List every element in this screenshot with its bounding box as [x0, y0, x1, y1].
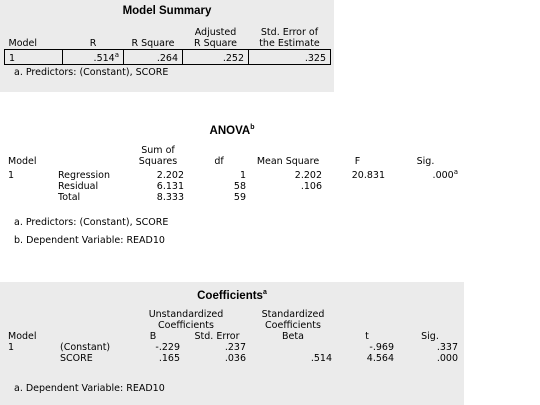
cell-model: 1 — [8, 342, 15, 353]
coefficients-title: Coefficients$^a$ — [197, 289, 267, 302]
header-unstd-coefficients: Coefficients — [158, 320, 214, 331]
header-beta: Beta — [282, 331, 304, 342]
header-model: Model — [8, 331, 37, 342]
table-header-row — [4, 156, 462, 167]
cell-mean-sq: .106 — [300, 181, 322, 193]
header-r: R — [89, 38, 97, 49]
cell-std-error: .325 — [249, 50, 331, 65]
cell-std-error: .237 — [224, 342, 246, 353]
cell-sig: .337 — [436, 342, 458, 353]
header-standardized: Standardized — [261, 309, 325, 320]
footnote-predictors: a. Predictors: (Constant), SCORE — [14, 217, 169, 228]
cell-model: 1 — [5, 50, 63, 65]
cell-r-square: .264 — [124, 50, 183, 65]
anova-table — [4, 145, 462, 203]
header-unstandardized: Unstandardized — [148, 309, 224, 320]
header-t: t — [365, 331, 369, 342]
table-row — [4, 342, 462, 353]
header-sig: Sig. — [421, 331, 439, 342]
table-header-row — [5, 38, 331, 50]
cell-sig: .000$^a$ — [432, 168, 458, 182]
cell-mean-sq: 2.202 — [294, 170, 322, 182]
table-row — [4, 167, 462, 181]
header-squares: Squares — [138, 156, 178, 167]
header-adjusted: Adjusted — [194, 27, 237, 38]
cell-sig: .000 — [436, 353, 458, 364]
header-model: Model — [8, 38, 38, 49]
cell-df: 1 — [239, 170, 246, 182]
model-summary-table — [4, 25, 331, 65]
cell-t: 4.564 — [366, 353, 394, 364]
header-mean-square: Mean Square — [256, 156, 320, 167]
cell-f — [326, 181, 389, 192]
header-r-square: R Square — [131, 38, 175, 49]
cell-r: .514$^a$ — [63, 50, 124, 65]
footnote-dependent: b. Dependent Variable: READ10 — [14, 235, 165, 246]
cell-std-error: .036 — [224, 353, 246, 364]
cell-t: -.969 — [369, 342, 394, 353]
cell-adj-r-square: .252 — [183, 50, 249, 65]
model-summary-title: Model Summary — [122, 5, 212, 17]
cell-df: 58 — [233, 181, 246, 193]
header-std-error: Std. Error of — [260, 27, 319, 38]
anova-title: ANOVA$^b$ — [209, 124, 255, 137]
table-header-row — [5, 25, 331, 38]
header-adj-r-square: R Square — [193, 38, 238, 49]
header-std-coefficients: Coefficients — [265, 320, 321, 331]
table-row — [4, 353, 462, 364]
footnote-dependent: a. Dependent Variable: READ10 — [14, 383, 165, 394]
header-std-error: Std. Error — [194, 331, 240, 342]
coefficients-table — [4, 309, 462, 364]
cell-sig — [389, 181, 462, 192]
cell-term: SCORE — [60, 353, 93, 364]
header-df: df — [214, 156, 224, 167]
cell-model: 1 — [8, 170, 15, 182]
cell-mean-sq — [250, 192, 326, 203]
header-sum-of: Sum of — [141, 145, 175, 156]
table-row — [5, 50, 331, 65]
cell-source: Regression — [58, 170, 110, 182]
cell-sum-sq: 8.333 — [156, 192, 184, 204]
header-sig: Sig. — [416, 156, 435, 167]
footnote-predictors: a. Predictors: (Constant), SCORE — [14, 67, 169, 78]
table-header-row — [4, 331, 462, 342]
cell-b: -.229 — [155, 342, 180, 353]
cell-beta: .514 — [310, 353, 332, 364]
cell-sum-sq: 2.202 — [156, 170, 184, 182]
table-row — [4, 192, 462, 203]
cell-source: Residual — [58, 181, 99, 193]
table-header-row — [4, 309, 462, 320]
cell-df: 59 — [233, 192, 246, 204]
table-header-row — [4, 320, 462, 331]
table-row — [4, 181, 462, 192]
cell-sum-sq: 6.131 — [156, 181, 184, 193]
header-estimate: the Estimate — [259, 38, 320, 49]
header-f: F — [354, 156, 361, 167]
cell-term: (Constant) — [60, 342, 111, 353]
header-model: Model — [8, 156, 37, 167]
cell-source: Total — [58, 192, 81, 204]
table-header-row — [4, 145, 462, 156]
cell-sig — [389, 192, 462, 203]
cell-b: .165 — [158, 353, 180, 364]
cell-beta — [250, 342, 336, 353]
cell-f — [326, 192, 389, 203]
header-b: B — [149, 331, 157, 342]
cell-f: 20.831 — [351, 170, 385, 182]
